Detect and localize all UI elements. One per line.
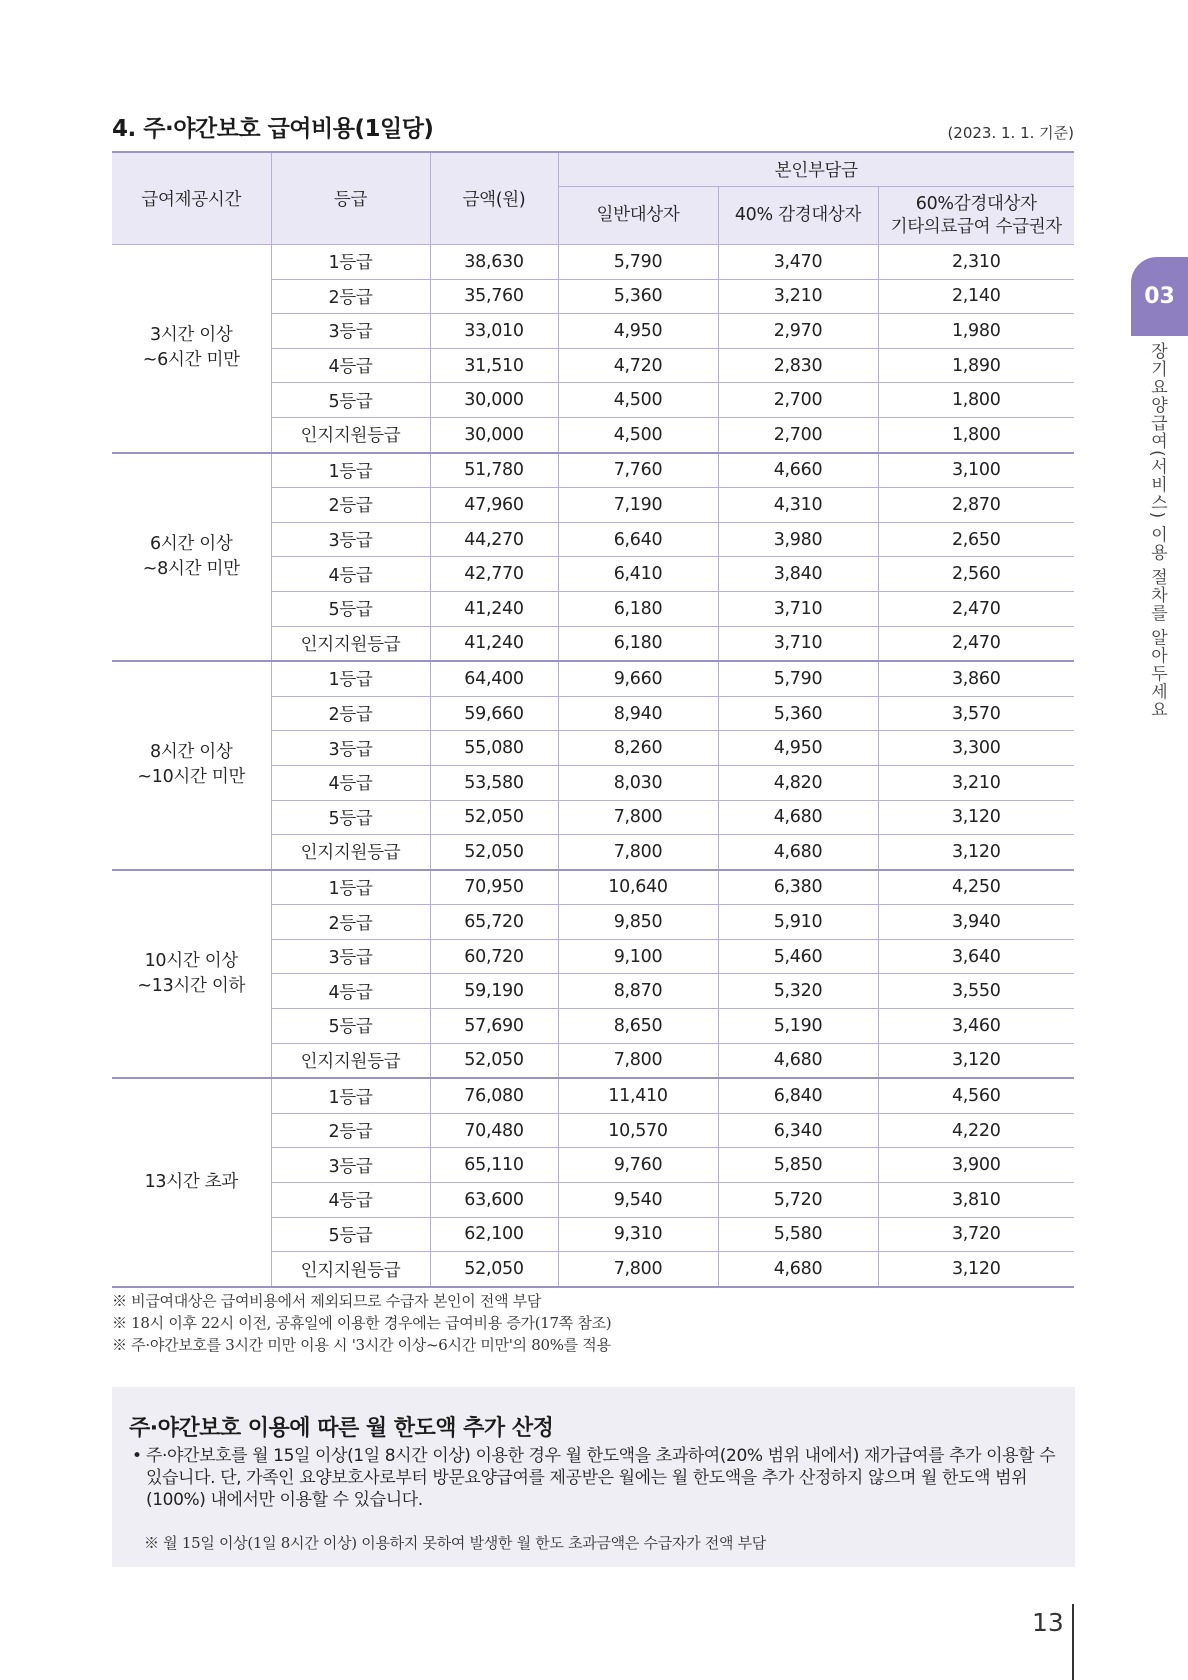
grade-cell: 2등급 — [271, 696, 430, 731]
grade-cell: 2등급 — [271, 488, 430, 523]
amount-cell: 63,600 — [430, 1183, 558, 1218]
general-cell: 7,190 — [558, 488, 718, 523]
amount-cell: 70,480 — [430, 1113, 558, 1148]
general-cell: 8,260 — [558, 731, 718, 766]
table-row — [112, 1078, 1074, 1113]
amount-cell: 42,770 — [430, 557, 558, 592]
page-number-divider — [1072, 1604, 1074, 1680]
time-range-line: ~10시간 미만 — [137, 767, 246, 788]
reduced40-cell: 3,710 — [718, 591, 878, 626]
reduced60-cell: 3,860 — [878, 661, 1074, 696]
reduced40-cell: 5,460 — [718, 939, 878, 974]
amount-cell: 53,580 — [430, 765, 558, 800]
time-range-cell — [112, 1078, 271, 1287]
general-cell: 6,180 — [558, 591, 718, 626]
header-reduced60 — [878, 187, 1074, 245]
reduced40-cell: 4,660 — [718, 453, 878, 488]
grade-cell: 1등급 — [271, 661, 430, 696]
grade-cell: 4등급 — [271, 348, 430, 383]
amount-cell: 41,240 — [430, 591, 558, 626]
reduced60-cell: 2,470 — [878, 591, 1074, 626]
grade-cell: 5등급 — [271, 383, 430, 418]
chapter-title-vertical: 장기요양급여(서비스) 이용 절차를 알아두세요 — [1147, 342, 1167, 719]
grade-cell: 인지지원등급 — [271, 835, 430, 870]
general-cell: 11,410 — [558, 1078, 718, 1113]
general-cell: 9,760 — [558, 1148, 718, 1183]
info-box — [112, 1387, 1075, 1567]
general-cell: 7,800 — [558, 1043, 718, 1078]
grade-cell: 4등급 — [271, 765, 430, 800]
reduced60-cell: 2,650 — [878, 522, 1074, 557]
general-cell: 9,100 — [558, 939, 718, 974]
reduced60-cell: 4,250 — [878, 870, 1074, 905]
time-range-line: 10시간 이상 — [144, 950, 238, 971]
amount-cell: 70,950 — [430, 870, 558, 905]
grade-cell: 인지지원등급 — [271, 1043, 430, 1078]
chapter-tab: 03 — [1131, 257, 1188, 336]
reduced40-cell: 4,820 — [718, 765, 878, 800]
amount-cell: 52,050 — [430, 835, 558, 870]
reduced40-cell: 6,380 — [718, 870, 878, 905]
reduced40-cell: 4,680 — [718, 800, 878, 835]
reduced40-cell: 6,340 — [718, 1113, 878, 1148]
amount-cell: 52,050 — [430, 800, 558, 835]
info-box-title: 주·야간보호 이용에 따른 월 한도액 추가 산정 — [129, 1416, 554, 1441]
amount-cell: 51,780 — [430, 453, 558, 488]
reduced40-cell: 2,700 — [718, 383, 878, 418]
table-row — [112, 245, 1074, 280]
reduced60-cell: 3,300 — [878, 731, 1074, 766]
reduced40-cell: 6,840 — [718, 1078, 878, 1113]
grade-cell: 4등급 — [271, 974, 430, 1009]
table-row — [112, 453, 1074, 488]
header-grade: 등급 — [271, 152, 430, 245]
amount-cell: 30,000 — [430, 383, 558, 418]
general-cell: 7,800 — [558, 1252, 718, 1287]
time-range-cell — [112, 245, 271, 453]
amount-cell: 76,080 — [430, 1078, 558, 1113]
amount-cell: 30,000 — [430, 417, 558, 452]
reduced40-cell: 3,980 — [718, 522, 878, 557]
reduced40-cell: 3,210 — [718, 279, 878, 314]
grade-cell: 5등급 — [271, 591, 430, 626]
reduced40-cell: 5,790 — [718, 661, 878, 696]
grade-cell: 3등급 — [271, 939, 430, 974]
reduced60-cell: 3,810 — [878, 1183, 1074, 1218]
time-range-line: 13시간 초과 — [144, 1172, 238, 1193]
grade-cell: 인지지원등급 — [271, 626, 430, 661]
time-range-line: ~8시간 미만 — [142, 558, 240, 579]
reduced40-cell: 4,680 — [718, 1043, 878, 1078]
amount-cell: 52,050 — [430, 1252, 558, 1287]
reduced60-cell: 3,120 — [878, 835, 1074, 870]
reduced40-cell: 5,580 — [718, 1217, 878, 1252]
grade-cell: 5등급 — [271, 800, 430, 835]
note-item: ※ 주·야간보호를 3시간 미만 이용 시 '3시간 이상~6시간 미만'의 80%를 적용 — [112, 1336, 611, 1354]
grade-cell: 인지지원등급 — [271, 1252, 430, 1287]
amount-cell: 47,960 — [430, 488, 558, 523]
general-cell: 10,640 — [558, 870, 718, 905]
general-cell: 8,650 — [558, 1009, 718, 1044]
reduced40-cell: 5,360 — [718, 696, 878, 731]
general-cell: 4,950 — [558, 314, 718, 349]
general-cell: 9,540 — [558, 1183, 718, 1218]
grade-cell: 5등급 — [271, 1217, 430, 1252]
reduced40-cell: 3,840 — [718, 557, 878, 592]
general-cell: 4,720 — [558, 348, 718, 383]
reduced40-cell: 3,470 — [718, 245, 878, 280]
amount-cell: 41,240 — [430, 626, 558, 661]
reduced60-cell: 1,980 — [878, 314, 1074, 349]
info-box-body — [132, 1445, 1064, 1511]
reduced60-cell: 3,460 — [878, 1009, 1074, 1044]
reduced40-cell: 5,720 — [718, 1183, 878, 1218]
header-copay-group: 본인부담금 — [558, 152, 1074, 187]
reduced40-cell: 4,310 — [718, 488, 878, 523]
reduced40-cell: 2,970 — [718, 314, 878, 349]
amount-cell: 62,100 — [430, 1217, 558, 1252]
header-amount: 금액(원) — [430, 152, 558, 245]
amount-cell: 64,400 — [430, 661, 558, 696]
grade-cell: 인지지원등급 — [271, 417, 430, 452]
reduced60-cell: 3,120 — [878, 800, 1074, 835]
amount-cell: 55,080 — [430, 731, 558, 766]
amount-cell: 31,510 — [430, 348, 558, 383]
amount-cell: 60,720 — [430, 939, 558, 974]
grade-cell: 2등급 — [271, 279, 430, 314]
time-range-line: 8시간 이상 — [149, 742, 233, 763]
time-range-line: 3시간 이상 — [149, 325, 233, 346]
amount-cell: 52,050 — [430, 1043, 558, 1078]
reduced60-cell: 4,220 — [878, 1113, 1074, 1148]
reduced60-cell: 1,890 — [878, 348, 1074, 383]
grade-cell: 4등급 — [271, 557, 430, 592]
reduced60-cell: 2,470 — [878, 626, 1074, 661]
reduced40-cell: 2,830 — [718, 348, 878, 383]
reduced40-cell: 5,190 — [718, 1009, 878, 1044]
general-cell: 5,360 — [558, 279, 718, 314]
reduced60-cell: 3,900 — [878, 1148, 1074, 1183]
time-range-cell — [112, 661, 271, 870]
fee-table-body — [112, 245, 1074, 1287]
general-cell: 9,850 — [558, 905, 718, 940]
reduced60-cell: 3,120 — [878, 1252, 1074, 1287]
reduced60-cell: 3,640 — [878, 939, 1074, 974]
reduced60-cell: 2,560 — [878, 557, 1074, 592]
general-cell: 9,660 — [558, 661, 718, 696]
header-reduced40: 40% 감경대상자 — [718, 187, 878, 245]
time-range-line: ~13시간 이하 — [137, 975, 246, 996]
grade-cell: 3등급 — [271, 1148, 430, 1183]
amount-cell: 65,110 — [430, 1148, 558, 1183]
grade-cell: 2등급 — [271, 1113, 430, 1148]
grade-cell: 4등급 — [271, 1183, 430, 1218]
grade-cell: 1등급 — [271, 870, 430, 905]
section-title: 4. 주·야간보호 급여비용(1일당) — [112, 116, 434, 142]
general-cell: 8,940 — [558, 696, 718, 731]
reduced40-cell: 5,850 — [718, 1148, 878, 1183]
amount-cell: 33,010 — [430, 314, 558, 349]
note-item: ※ 비급여대상은 급여비용에서 제외되므로 수급자 본인이 전액 부담 — [112, 1292, 542, 1310]
reduced60-cell: 3,550 — [878, 974, 1074, 1009]
reduced60-cell: 1,800 — [878, 383, 1074, 418]
grade-cell: 3등급 — [271, 522, 430, 557]
general-cell: 6,180 — [558, 626, 718, 661]
info-box-note: ※ 월 15일 이상(1일 8시간 이상) 이용하지 못하여 발생한 월 한도 초과금액은 수급자가 전액 부담 — [144, 1534, 766, 1552]
amount-cell: 59,660 — [430, 696, 558, 731]
amount-cell: 57,690 — [430, 1009, 558, 1044]
grade-cell: 1등급 — [271, 453, 430, 488]
general-cell: 4,500 — [558, 383, 718, 418]
general-cell: 10,570 — [558, 1113, 718, 1148]
general-cell: 7,800 — [558, 800, 718, 835]
amount-cell: 59,190 — [430, 974, 558, 1009]
general-cell: 6,640 — [558, 522, 718, 557]
general-cell: 7,760 — [558, 453, 718, 488]
reduced40-cell: 4,680 — [718, 835, 878, 870]
time-range-line: ~6시간 미만 — [142, 350, 240, 371]
reduced60-cell: 3,940 — [878, 905, 1074, 940]
reduced60-cell: 1,800 — [878, 417, 1074, 452]
header-time: 급여제공시간 — [112, 152, 271, 245]
table-notes — [112, 1290, 611, 1356]
grade-cell: 1등급 — [271, 1078, 430, 1113]
reduced60-cell: 2,870 — [878, 488, 1074, 523]
table-row — [112, 870, 1074, 905]
header-general: 일반대상자 — [558, 187, 718, 245]
general-cell: 8,870 — [558, 974, 718, 1009]
grade-cell: 1등급 — [271, 245, 430, 280]
time-range-line: 6시간 이상 — [149, 533, 233, 554]
header-reduced60-line2: 기타의료급여 수급권자 — [890, 216, 1062, 237]
general-cell: 7,800 — [558, 835, 718, 870]
reduced40-cell: 5,320 — [718, 974, 878, 1009]
reduced40-cell: 4,680 — [718, 1252, 878, 1287]
amount-cell: 65,720 — [430, 905, 558, 940]
general-cell: 9,310 — [558, 1217, 718, 1252]
reduced60-cell: 2,140 — [878, 279, 1074, 314]
reduced40-cell: 4,950 — [718, 731, 878, 766]
reduced60-cell: 4,560 — [878, 1078, 1074, 1113]
grade-cell: 2등급 — [271, 905, 430, 940]
fee-table — [112, 151, 1074, 1288]
reduced60-cell: 3,570 — [878, 696, 1074, 731]
time-range-cell — [112, 870, 271, 1079]
amount-cell: 35,760 — [430, 279, 558, 314]
note-item: ※ 18시 이후 22시 이전, 공휴일에 이용한 경우에는 급여비용 증가(17쪽 참조) — [112, 1314, 612, 1332]
general-cell: 4,500 — [558, 417, 718, 452]
page-number: 13 — [1032, 1608, 1064, 1637]
info-box-paragraph: 주·야간보호를 월 15일 이상(1일 8시간 이상) 이용한 경우 월 한도액을 초과하여(20% 범위 내에서) 재가급여를 추가 이용할 수 있습니다. 단, 가족인 요양보호사로부터 방문요양급여를 제공받은 월에는 월 한도액을 추가 산정하지 않으며 월 한도액 범위(100%) 내에서만 이용할 수 있습니다. — [146, 1446, 1056, 1510]
general-cell: 8,030 — [558, 765, 718, 800]
reduced60-cell: 3,720 — [878, 1217, 1074, 1252]
basis-date: (2023. 1. 1. 기준) — [947, 124, 1074, 142]
reduced60-cell: 3,100 — [878, 453, 1074, 488]
general-cell: 5,790 — [558, 245, 718, 280]
grade-cell: 3등급 — [271, 731, 430, 766]
grade-cell: 3등급 — [271, 314, 430, 349]
table-row — [112, 661, 1074, 696]
amount-cell: 38,630 — [430, 245, 558, 280]
reduced60-cell: 3,120 — [878, 1043, 1074, 1078]
header-reduced60-line1: 60%감경대상자 — [915, 193, 1037, 214]
reduced40-cell: 3,710 — [718, 626, 878, 661]
time-range-cell — [112, 453, 271, 662]
grade-cell: 5등급 — [271, 1009, 430, 1044]
bullet-icon: • — [132, 1446, 142, 1466]
amount-cell: 44,270 — [430, 522, 558, 557]
general-cell: 6,410 — [558, 557, 718, 592]
reduced60-cell: 3,210 — [878, 765, 1074, 800]
reduced40-cell: 5,910 — [718, 905, 878, 940]
reduced40-cell: 2,700 — [718, 417, 878, 452]
reduced60-cell: 2,310 — [878, 245, 1074, 280]
